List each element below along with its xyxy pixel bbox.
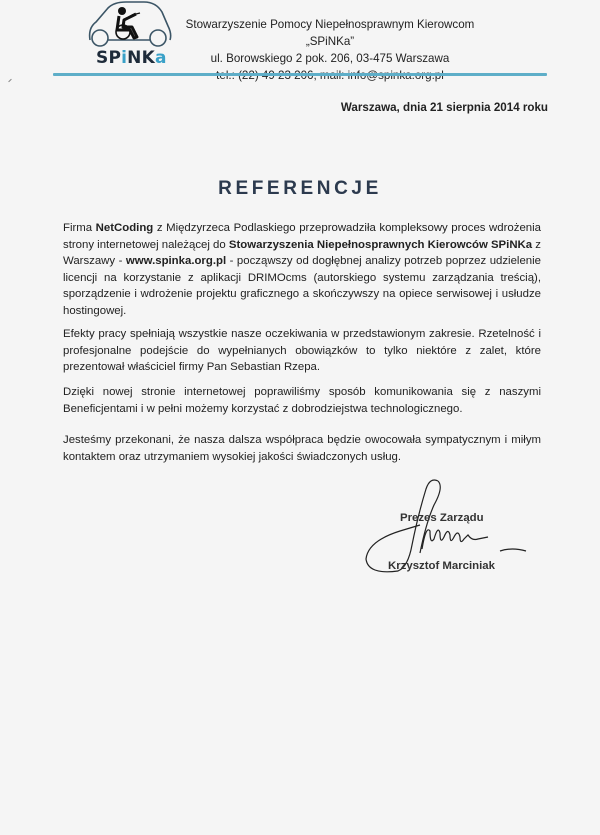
company-name: NetCoding [95, 222, 154, 234]
car-wheelchair-icon [86, 0, 172, 50]
paragraph-3 [63, 384, 541, 417]
spinka-logo [86, 0, 172, 70]
p4-text: Jesteśmy przekonani, że nasza dalsza współpraca będzie owocowała sympatycznym i miłym kontaktem oraz utrzymaniem wysokiej jakości świadczonych usług. [63, 434, 541, 463]
signature-block [360, 475, 540, 575]
signatory-role: Prezes Zarządu [400, 512, 484, 524]
website-link: www.spinka.org.pl [125, 255, 227, 267]
p1-text-1: Firma [63, 222, 96, 234]
p2-text: Efekty pracy spełniają wszystkie nasze oczekiwania w przedstawionym zakresie. Rzetelność i profesjonalne podejście do wypełnianych obowiązków to tylko niektóre z zalet, które prezentował właściciel firmy Pan Sebastian Rzepa. [63, 328, 541, 373]
logo-wordmark: SPiNKa [96, 48, 167, 68]
paragraph-1 [63, 220, 541, 319]
paragraph-2 [63, 326, 541, 376]
p1-text-2: z Międzyrzeca Podlaskiego przeprowadziła kompleksowy proces wdrożenia strony internetowej należącej do [63, 222, 541, 251]
organization-name: Stowarzyszenie Pomocy Niepełnosprawnym Kierowcom „SPiNKa” [185, 18, 475, 48]
p1-text-3: z Warszawy - [63, 238, 541, 267]
p3-text: Dzięki nowej stronie internetowej poprawiliśmy sposób komunikowania się z naszymi Beneficjentami i w pełni możemy korzystać z dobrodziejstwa technologicznego. [63, 386, 541, 415]
paragraph-4 [63, 432, 541, 465]
letter-date: Warszawa, dnia 21 sierpnia 2014 roku [340, 101, 548, 114]
association-name: Stowarzyszenia Niepełnosprawnych Kierowców SPiNKa [228, 238, 533, 251]
signatory-name: Krzysztof Marciniak [388, 560, 495, 572]
organization-address: ul. Borowskiego 2 pok. 206, 03-475 Warszawa [210, 52, 450, 65]
scan-mark [8, 79, 12, 83]
header-divider [53, 73, 547, 76]
document-title: REFERENCJE [218, 178, 382, 199]
p1-text-4: - począwszy od dogłębnej analizy potrzeb poprzez udzielenie licencji na korzystanie z aplikacji DRIMOcms (autorskiego systemu zarządzania treścią), sporządzenie i wdrożenie projektu graficznego a skończywszy na opiece serwisowej i usłudze hostingowej. [63, 255, 541, 317]
